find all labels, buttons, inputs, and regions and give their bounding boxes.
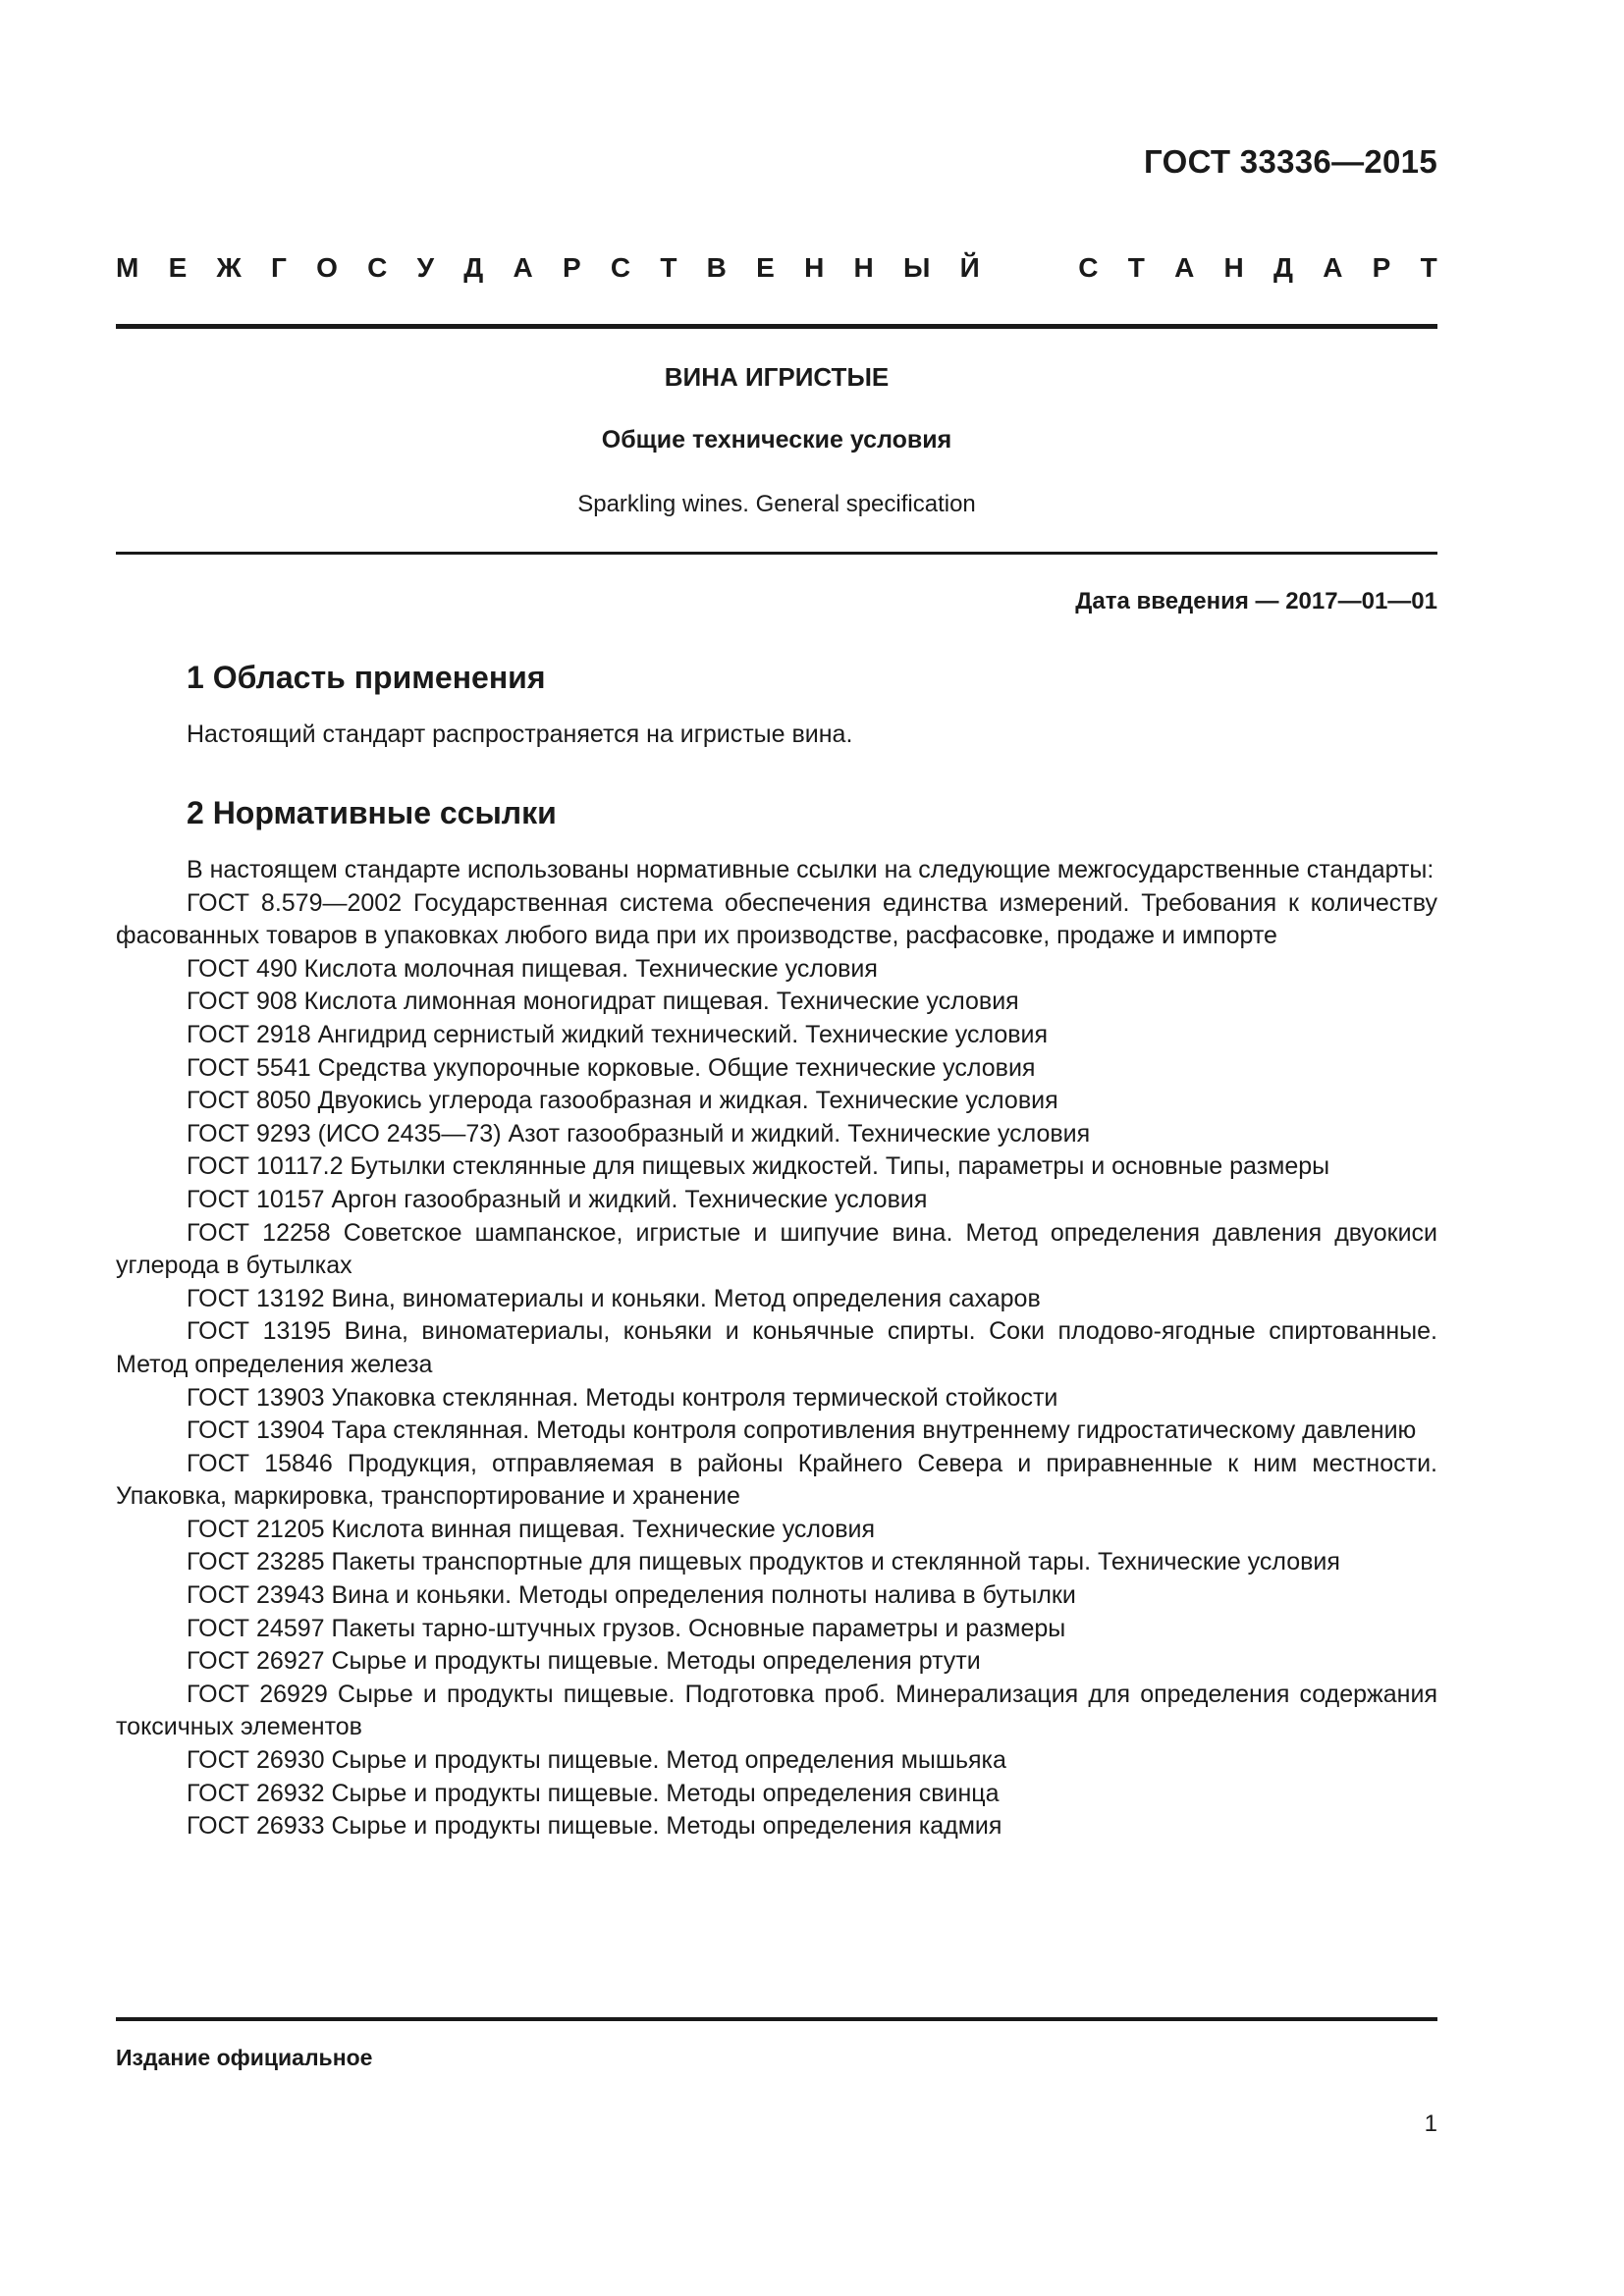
title-divider (116, 552, 1437, 555)
reference-item: ГОСТ 13904 Тара стеклянная. Методы контроля сопротивления внутреннему гидростатическому давлению (187, 1416, 1417, 1445)
reference-item: ГОСТ 26930 Сырье и продукты пищевые. Метод определения мышьяка (187, 1746, 1006, 1775)
reference-item: ГОСТ 23943 Вина и коньяки. Методы определения полноты налива в бутылки (187, 1581, 1076, 1610)
reference-item: ГОСТ 490 Кислота молочная пищевая. Технические условия (187, 954, 878, 983)
heading-letter: У (416, 252, 435, 283)
reference-item: ГОСТ 13903 Упаковка стеклянная. Методы контроля термической стойкости (187, 1383, 1058, 1412)
reference-item: ГОСТ 9293 (ИСО 2435—73) Азот газообразный и жидкий. Технические условия (187, 1119, 1091, 1148)
heading-letter: Ж (216, 252, 242, 283)
reference-item: ГОСТ 2918 Ангидрид сернистый жидкий технический. Технические условия (187, 1020, 1049, 1048)
reference-item: ГОСТ 8050 Двуокись углерода газообразная и жидкая. Технические условия (187, 1087, 1058, 1115)
header-divider (116, 324, 1437, 329)
reference-item: ГОСТ 24597 Пакеты тарно-штучных грузов. Основные параметры и размеры (187, 1614, 1066, 1642)
reference-item: ГОСТ 8.579—2002 Государственная система обеспечения единства измерений. Требования к количеству фасованных товаров в упаковках любого вида при их производстве, расфасовке, продаже и импорте (116, 888, 1437, 950)
heading-letter: Т (1127, 252, 1145, 283)
reference-item: ГОСТ 26933 Сырье и продукты пищевые. Методы определения кадмия (187, 1812, 1002, 1841)
heading-letter: Н (853, 252, 874, 283)
heading-letter: Р (1372, 252, 1391, 283)
heading-letter: Ы (903, 252, 931, 283)
reference-item: ГОСТ 12258 Советское шампанское, игристые и шипучие вина. Метод определения давления двуокиси углерода в бутылках (116, 1218, 1437, 1280)
reference-item: ГОСТ 10157 Аргон газообразный и жидкий. Технические условия (187, 1185, 928, 1213)
document-title-english: Sparkling wines. General specification (577, 491, 976, 517)
heading-letter: Е (756, 252, 775, 283)
reference-item: ГОСТ 23285 Пакеты транспортные для пищевых продуктов и стеклянной тары. Технические условия (187, 1548, 1340, 1576)
heading-letter: С (1078, 252, 1099, 283)
heading-letter: Н (804, 252, 825, 283)
heading-letter: Д (463, 252, 484, 283)
document-number: ГОСТ 33336—2015 (1144, 143, 1437, 180)
reference-item: ГОСТ 10117.2 Бутылки стеклянные для пищевых жидкостей. Типы, параметры и основные размеры (187, 1152, 1330, 1181)
reference-item: ГОСТ 13195 Вина, виноматериалы, коньяки и коньячные спирты. Соки плодово-ягодные спиртованные. Метод определения железа (116, 1317, 1437, 1378)
heading-letter: Т (660, 252, 677, 283)
reference-item: ГОСТ 13192 Вина, виноматериалы и коньяки. Метод определения сахаров (187, 1284, 1041, 1312)
reference-item: ГОСТ 5541 Средства укупорочные корковые. Общие технические условия (187, 1053, 1036, 1082)
heading-letter: Т (1420, 252, 1437, 283)
reference-item: ГОСТ 908 Кислота лимонная моногидрат пищевая. Технические условия (187, 988, 1019, 1016)
introduction-date: Дата введения — 2017—01—01 (1075, 588, 1437, 614)
heading-letter: А (1323, 252, 1343, 283)
page-number: 1 (1424, 2110, 1437, 2137)
reference-item: ГОСТ 15846 Продукция, отправляемая в районы Крайнего Севера и приравненные к ним местности. Упаковка, маркировка, транспортирование и хранение (116, 1449, 1437, 1511)
interstate-standard-heading (116, 252, 1437, 284)
heading-letter: Н (1223, 252, 1244, 283)
footer-divider (116, 2017, 1437, 2021)
heading-letter: Е (168, 252, 188, 283)
heading-letter: А (1174, 252, 1195, 283)
heading-letter: М (116, 252, 139, 283)
references-intro: В настоящем стандарте использованы нормативные ссылки на следующие межгосударственные стандарты: (187, 856, 1435, 883)
heading-letter: В (706, 252, 727, 283)
reference-item: ГОСТ 26932 Сырье и продукты пищевые. Методы определения свинца (187, 1779, 1000, 1807)
heading-letter: Й (959, 252, 980, 283)
reference-item: ГОСТ 26929 Сырье и продукты пищевые. Подготовка проб. Минерализация для определения содержания токсичных элементов (116, 1680, 1437, 1741)
document-subtitle: Общие технические условия (601, 426, 952, 454)
section-1-text: Настоящий стандарт распространяется на игристые вина. (187, 721, 853, 748)
publication-note: Издание официальное (116, 2045, 373, 2070)
word-gap (1009, 252, 1049, 284)
reference-item: ГОСТ 26927 Сырье и продукты пищевые. Методы определения ртути (187, 1647, 981, 1676)
heading-letter: О (316, 252, 338, 283)
heading-letter: Г (271, 252, 287, 283)
reference-item: ГОСТ 21205 Кислота винная пищевая. Технические условия (187, 1515, 875, 1543)
section-1-heading: 1 Область применения (187, 660, 546, 695)
heading-letter: Д (1273, 252, 1293, 283)
heading-letter: Р (562, 252, 581, 283)
heading-letter: С (610, 252, 631, 283)
heading-letter: С (367, 252, 388, 283)
section-2-heading: 2 Нормативные ссылки (187, 795, 557, 830)
normative-references (116, 854, 1437, 1843)
heading-letter: А (513, 252, 533, 283)
document-title: ВИНА ИГРИСТЫЕ (664, 362, 890, 392)
